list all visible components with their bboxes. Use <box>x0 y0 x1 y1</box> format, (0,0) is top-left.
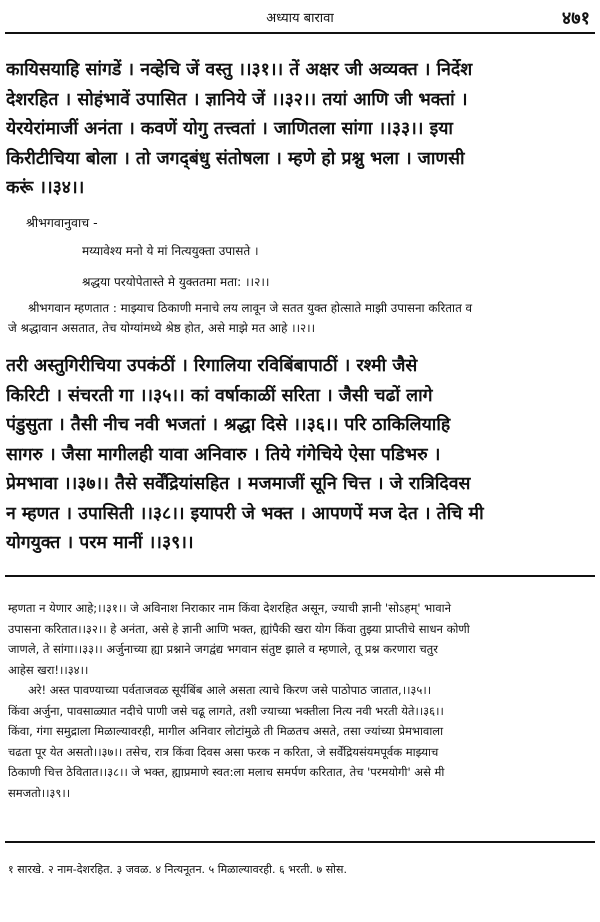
verse-line: न म्हणत । उपासिती ।।३८।। इयापरी जे भक्त । आपणपें मज देत । तेचि मी <box>6 503 484 524</box>
verse-line: पंडुसुता । तैसी नीच नवी भजतां । श्रद्धा दिसे ।।३६।। परि ठाकिलियाहि <box>6 415 451 435</box>
footnote-rule <box>5 841 595 843</box>
commentary-line: आहेस खरा!।।३४।। <box>8 662 89 677</box>
verse-line: देशरहित । सोहंभावें उपासित । ज्ञानिये जें ।।३२।। तयां आणि जी भक्तां । <box>6 89 468 110</box>
verse-line: तरी अस्तुगिरीचिया उपकंठीं । रिगालिया रविबिंबापाठीं । रश्मी जैसे <box>6 356 418 376</box>
commentary-line: किंवा अर्जुना, पावसाळ्यात नदीचे पाणी जसे चढू लागते, तशी ज्याच्या भक्तीला नित्य नवी भरती येते।।३६।। <box>8 703 444 718</box>
commentary-line: म्हणता न येणार आहे;।।३१।। जे अविनाश निराकार नाम किंवा देशरहित असून, ज्याची ज्ञानी 'सोऽहम्' भावाने <box>8 601 451 615</box>
commentary-line: समजतो।।३९।। <box>8 785 71 800</box>
speaker-heading: श्रीभगवानुवाच - <box>26 215 98 230</box>
verse-line: कायिसयाहि सांगडें । नव्हेचि जें वस्तु ।।३१।। तें अक्षर जी अव्यक्त । निर्देश <box>6 60 473 80</box>
verse-line: करूं ।।३४।। <box>6 178 85 198</box>
page-number: ४७१ <box>561 8 590 29</box>
translation-line: जे श्रद्धावान असतात, तेच योग्यांमध्ये श्रेष्ठ होत, असे माझे मत आहे ।।२।। <box>8 321 316 335</box>
verse-block-35-39 <box>6 352 596 559</box>
verse-line: योगयुक्त । परम मानीं ।।३९।। <box>6 533 194 553</box>
page-header <box>0 6 600 30</box>
commentary-line: चढता पूर येत असतो।।३७।। तसेच, रात्र किंवा दिवस असा फरक न करिता, जे सर्वेंद्रियसंयमपूर्वक माझ्याच <box>8 744 439 759</box>
verse-line: किरीटीचिया बोला । तो जगद्‌बंधु संतोषला । म्हणे हो प्रश्नु भला । जाणसी <box>6 148 465 169</box>
section-rule <box>5 575 595 577</box>
translation-line: श्रीभगवान म्हणतात : माझ्याच ठिकाणी मनाचे लय लावून जे सतत युक्त होत्साते माझी उपासना करितात व <box>28 301 473 315</box>
commentary-line: अरे! अस्त पावण्याच्या पर्वताजवळ सूर्यबिंब आले असता त्याचे किरण जसे पाठोपाठ जातात,।।३५।। <box>28 683 432 697</box>
shloka-line: श्रद्धया परयोपेतास्ते मे युक्ततमा मता: ।।२।। <box>82 275 270 289</box>
header-rule <box>5 32 595 34</box>
shloka-translation <box>8 298 594 338</box>
verse-line: सागरु । जैसा मागीलही यावा अनिवारु । तिये गंगेचिये ऐसा पडिभरु । <box>6 444 441 465</box>
verse-block-31-34 <box>6 56 596 204</box>
commentary-block <box>8 598 596 803</box>
commentary-line: जाणले, ते सांगा।।३३।। अर्जुनाच्या ह्या प्रश्नाने जगद्वंद्य भगवान संतुष्ट झाले व म्हणाले, तू प्रश्न करणारा चतुर <box>8 642 438 656</box>
commentary-line: किंवा, गंगा समुद्राला मिळाल्यावरही, मागील अनिवार लोटांमुळे ती मिळतच असते, तसा ज्यांच्या प्रेमभावाला <box>8 724 444 738</box>
verse-line: किरिटी । संचरती गा ।।३५।। कां वर्षाकाळीं सरिता । जैसी चढों लागे <box>6 385 433 406</box>
verse-line: येरयेरांमाजीं अनंता । कवणें योगु तत्त्वतां । जाणितला सांगा ।।३३।। इया <box>6 119 453 139</box>
commentary-line: ठिकाणी चित्त ठेवितात।।३८।। जे भक्त, ह्याप्रमाणे स्वत:ला मलाच समर्पण करितात, तेच 'परमयोगी' असे मी <box>8 765 445 779</box>
verse-line: प्रेमभावा ।।३७।। तैसे सर्वेंद्रियांसहित । मजमाजीं सूनि चित्त । जे रात्रिदिवस <box>6 474 471 494</box>
chapter-title: अध्याय बारावा <box>266 11 334 26</box>
footnotes: १ सारखे. २ नाम-देशरहित. ३ जवळ. ४ नित्यनूतन. ५ मिळाल्यावरही. ६ भरती. ७ सोस. <box>8 863 347 876</box>
commentary-line: उपासना करितात।।३२।। हे अनंता, असे हे ज्ञानी आणि भक्त, ह्यांपैकी खरा योग किंवा तुझ्या प्राप्तीचे साधन कोणी <box>8 621 470 636</box>
shloka-line: मय्यावेश्य मनो ये मां नित्ययुक्ता उपासते । <box>82 244 259 258</box>
